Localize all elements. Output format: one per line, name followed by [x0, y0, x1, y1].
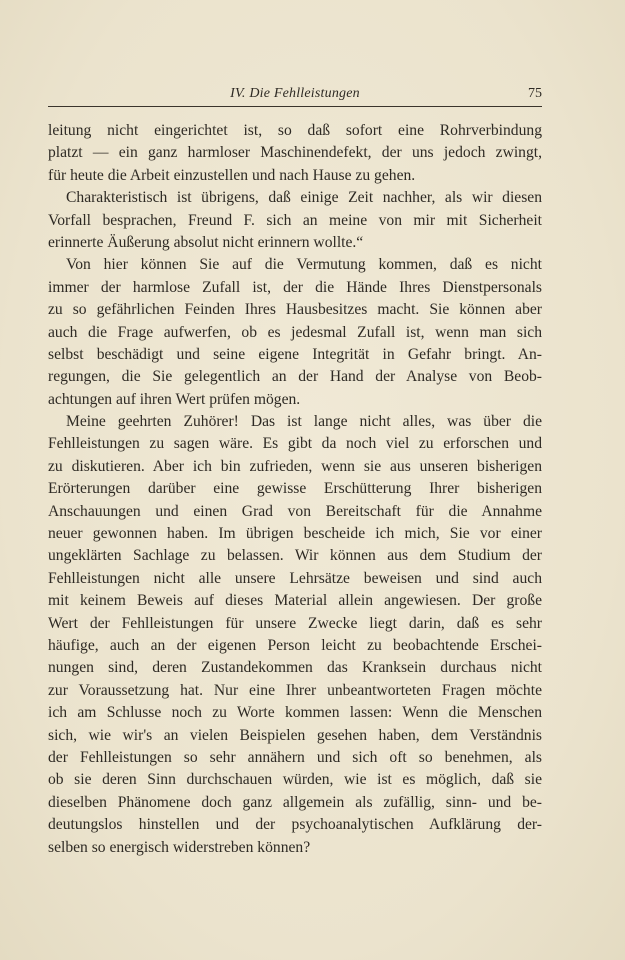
body-text: [48, 120, 542, 859]
text-line: Fehlleistungen nicht alle unsere Lehrsätze beweisen und sind auch: [48, 569, 542, 587]
chapter-title: IV. Die Fehlleistungen: [230, 86, 360, 101]
text-line: neuer gewonnen haben. Im übrigen bescheide ich mich, Sie vor einer: [48, 525, 542, 543]
text-line: regungen, die Sie gelegentlich an der Hand der Analyse von Beob-: [48, 368, 542, 386]
text-line: selbst beschädigt und seine eigene Integrität in Gefahr bringt. An-: [48, 345, 542, 363]
paragraph: [48, 411, 542, 859]
text-line: erinnerte Äußerung absolut nicht erinnern wollte.“: [48, 233, 364, 251]
text-line: Wert der Fehlleistungen für unsere Zwecke liegt darin, daß es sehr: [48, 614, 542, 632]
text-line: auch die Frage aufwerfen, ob es jedesmal Zufall ist, wenn man sich: [48, 323, 542, 341]
text-line: Anschauungen und einen Grad von Bereitschaft für die Annahme: [48, 502, 542, 520]
text-line: selben so energisch widerstreben können?: [48, 838, 311, 856]
text-line: Fehlleistungen zu sagen wäre. Es gibt da noch viel zu erforschen und: [48, 435, 542, 453]
text-line: Meine geehrten Zuhörer! Das ist lange nicht alles, was über die: [66, 413, 542, 431]
text-line: leitung nicht eingerichtet ist, so daß sofort eine Rohrverbindung: [48, 122, 542, 139]
text-line: für heute die Arbeit einzustellen und nach Hause zu gehen.: [48, 166, 416, 184]
page-number: 75: [528, 86, 542, 101]
text-line: Von hier können Sie auf die Vermutung kommen, daß es nicht: [66, 256, 542, 274]
text-line: platzt — ein ganz harmloser Maschinendefekt, der uns jedoch zwingt,: [48, 144, 542, 162]
text-line: dieselben Phänomene doch ganz allgemein als zufällig, sinn- und be-: [48, 793, 542, 811]
text-line: häufige, auch an der eigenen Person leicht zu beobachtende Erschei-: [48, 636, 542, 654]
text-line: achtungen auf ihren Wert prüfen mögen.: [48, 390, 301, 408]
text-line: ungeklärten Sachlage zu belassen. Wir können aus dem Studium der: [48, 547, 542, 565]
text-line: sich, wie wir's an vielen Beispielen gesehen haben, dem Verständnis: [48, 726, 542, 744]
text-line: Vorfall besprachen, Freund F. sich an meine von mir mit Sicherheit: [48, 211, 542, 229]
text-line: zur Voraussetzung hat. Nur eine Ihrer unbeantworteten Fragen möchte: [48, 681, 542, 699]
text-line: deutungslos hinstellen und der psychoanalytischen Aufklärung der-: [48, 816, 542, 834]
text-line: zu diskutieren. Aber ich bin zufrieden, wenn sie aus unseren bisherigen: [48, 457, 542, 475]
text-line: ich am Schlusse noch zu Worte kommen lassen: Wenn die Menschen: [48, 704, 542, 722]
text-line: Erörterungen darüber eine gewisse Erschütterung Ihrer bisherigen: [48, 480, 542, 498]
text-line: zu so gefährlichen Feinden Ihres Hausbesitzes macht. Sie können aber: [48, 301, 542, 319]
text-line: ob sie deren Sinn durchschauen würden, wie ist es möglich, daß sie: [48, 771, 542, 789]
paragraph: [48, 187, 542, 254]
text-line: der Fehlleistungen so sehr annähern und sich oft so benehmen, als: [48, 748, 542, 766]
text-line: mit keinem Beweis auf dieses Material allein angewiesen. Der große: [48, 592, 542, 610]
running-head: [48, 86, 542, 106]
header-rule: [48, 106, 542, 107]
text-line: nungen sind, deren Zustandekommen das Kranksein durchaus nicht: [48, 659, 542, 677]
paragraph: [48, 120, 542, 187]
text-line: immer der harmlose Zufall ist, der die Hände Ihres Dienstpersonals: [48, 278, 542, 296]
text-line: Charakteristisch ist übrigens, daß einige Zeit nachher, als wir diesen: [66, 189, 542, 207]
paragraph: [48, 254, 542, 411]
